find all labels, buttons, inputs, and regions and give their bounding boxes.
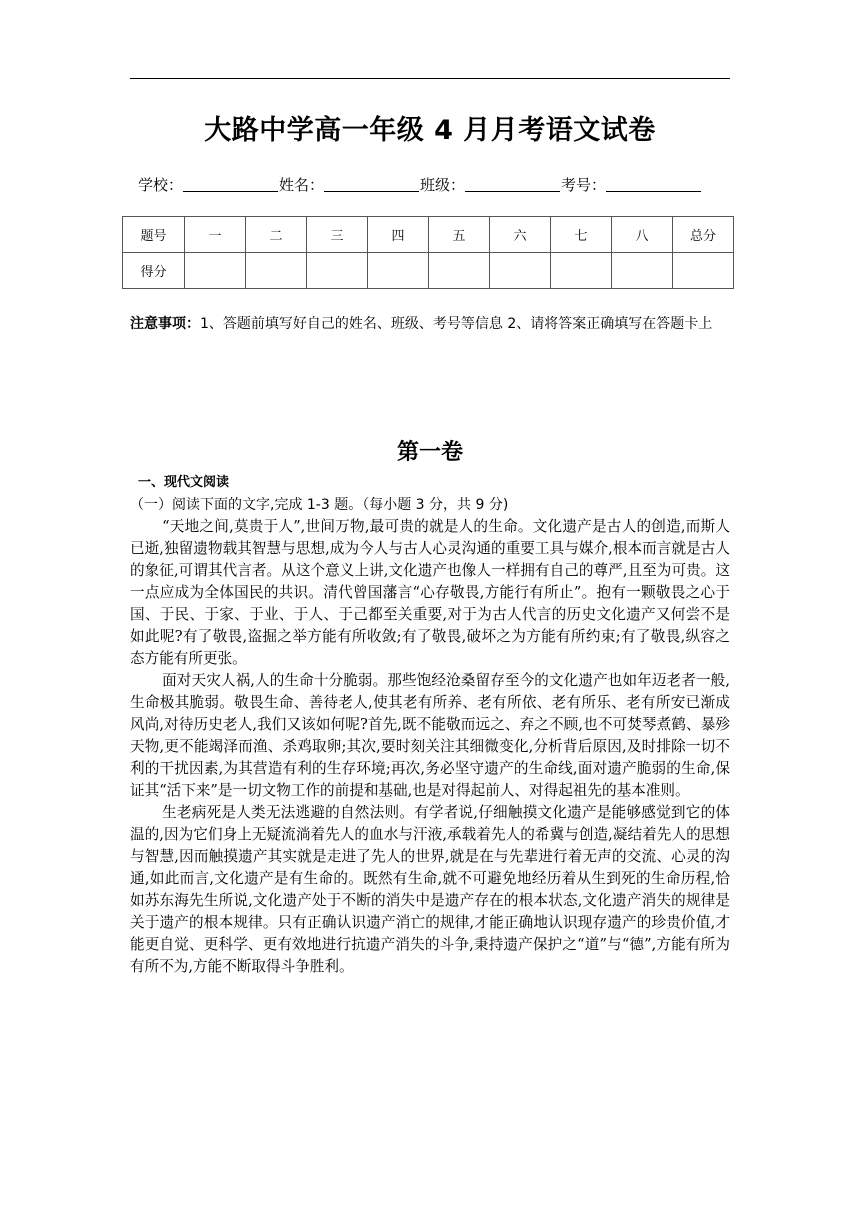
passage-paragraph: 生老病死是人类无法逃避的自然法则。有学者说,仔细触摸文化遗产是能够感觉到它的体温的,因为它们身上无疑流淌着先人的血水与汗液,承载着先人的希冀与创造,凝结着先人的思想与智慧,因而触摸遗产其实就是走进了先人的世界,就是在与先辈进行着无声的交流、心灵的沟通,如此而言,文化遗产是有生命的。既然有生命,就不可避免地经历着从生到死的生命历程,恰如苏东海先生所说,文化遗产处于不断的消失中是遗产存在的根本状态,文化遗产消失的规律是关于遗产的根本规律。只有正确认识遗产消亡的规律,才能正确地认识现存遗产的珍贵价值,才能更自觉、更科学、更有效地进行抗遗产消失的斗争,秉持遗产保护之“道”与“德”,方能有所为有所不为,方能不断取得斗争胜利。 [130,804,730,975]
class-label: 班级： [420,176,466,194]
score-table-header-cell: 三 [307,217,368,253]
score-table-header-row [123,217,734,253]
score-cell[interactable] [673,253,734,289]
header-rule [130,78,730,79]
exam-number-blank[interactable] [606,177,701,192]
notice [130,302,740,347]
exam-number-label: 考号： [561,176,607,194]
score-table-header-cell: 四 [368,217,429,253]
score-table [122,216,734,289]
student-info-line [138,174,738,195]
volume-title: 第一卷 [396,439,463,465]
section-heading: 一、现代文阅读 [138,475,230,490]
passage-paragraph: 面对天灾人祸,人的生命十分脆弱。那些饱经沧桑留存至今的文化遗产也如年迈老者一般,生命极其脆弱。敬畏生命、善待老人,使其老有所养、老有所依、老有所乐、老有所安已渐成风尚,对待历史老人,我们又该如何呢?首先,既不能敬而远之、弃之不顾,也不可焚琴煮鹤、暴殄天物,更不能竭泽而渔、杀鸡取卵;其次,要时刻关注其细微变化,分析背后原因,及时排除一切不利的干扰因素,为其营造有利的生存环境;再次,务必坚守遗产的生命线,面对遗产脆弱的生命,保证其“活下来”是一切文物工作的前提和基础,也是对得起前人、对得起祖先的基本准则。 [130,672,730,799]
score-cell[interactable] [612,253,673,289]
score-cell[interactable] [368,253,429,289]
score-cell[interactable] [185,253,246,289]
score-cell[interactable] [246,253,307,289]
class-blank[interactable] [465,177,560,192]
notice-text: 1、答题前填写好自己的姓名、班级、考号等信息 2、请将答案正确填写在答题卡上 [200,316,713,332]
name-blank[interactable] [324,177,419,192]
name-label: 姓名： [279,176,325,194]
score-table-header-cell: 七 [551,217,612,253]
reading-passage [130,516,730,978]
school-blank[interactable] [183,177,278,192]
score-table-header-cell: 八 [612,217,673,253]
score-cell[interactable] [307,253,368,289]
score-cell[interactable] [551,253,612,289]
score-row-label: 得分 [123,253,185,289]
score-table-header-cell: 二 [246,217,307,253]
section-subheading: （一）阅读下面的文字,完成 1-3 题。（每小题 3 分，共 9 分) [130,497,509,513]
score-cell[interactable] [490,253,551,289]
score-table-score-row [123,253,734,289]
notice-label: 注意事项： [130,316,200,332]
score-table-header-cell: 总分 [673,217,734,253]
school-label: 学校： [138,176,184,194]
score-cell[interactable] [429,253,490,289]
score-table-header-cell: 五 [429,217,490,253]
passage-paragraph: “天地之间,莫贵于人”,世间万物,最可贵的就是人的生命。文化遗产是古人的创造,而斯人已逝,独留遗物载其智慧与思想,成为今人与古人心灵沟通的重要工具与媒介,根本而言就是古人的象征,可谓其代言者。从这个意义上讲,文化遗产也像人一样拥有自己的尊严,且至为可贵。这一点应成为全体国民的共识。清代曾国藩言“心存敬畏,方能行有所止”。抱有一颗敬畏之心于国、于民、于家、于业、于人、于己都至关重要,对于为古人代言的历史文化遗产又何尝不是如此呢?有了敬畏,盗掘之举方能有所收敛;有了敬畏,破坏之为方能有所约束;有了敬畏,纵容之态方能有所更张。 [130,518,730,667]
score-table-header-cell: 六 [490,217,551,253]
score-table-header-cell: 一 [185,217,246,253]
score-table-header-cell: 题号 [123,217,185,253]
exam-title: 大路中学高一年级 4 月月考语文试卷 [204,115,656,146]
